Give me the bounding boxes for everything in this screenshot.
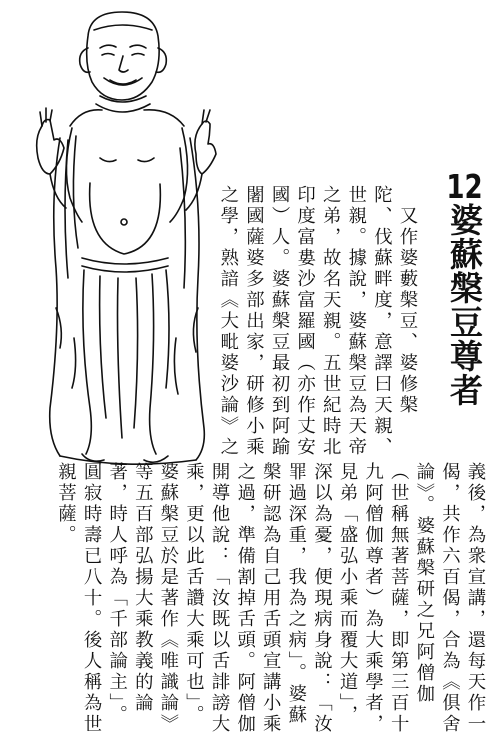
text-column: 槃研認為自己用舌頭宣講小乘 [260,462,282,735]
text-column: 罪過深重，我為之病」。婆蘇 [285,462,307,726]
text-column: 見弟「盛弘小乘而覆大道」， [337,462,359,726]
text-column: 偈，共作六百偈，合為《俱舍 [439,462,461,735]
arhat-title [444,170,484,407]
text-column: 九阿僧伽尊者）為大乘學者， [362,462,384,735]
text-column: （世稱無著菩薩，即第三百十 [388,462,410,735]
text-column: 之過，準備割掉舌頭。阿僧伽 [234,462,256,735]
text-column: 又作婆藪槃豆、婆修槃 [397,185,418,416]
text-column: 乘，更以此舌讚大乘可也」。 [183,462,205,726]
text-column: 之學，熟諳《大毗婆沙論》之 [217,185,239,458]
text-column: 論》。婆蘇槃研之兄阿僧伽 [413,462,435,705]
text-column: 世親。據說，婆蘇槃豆為天帝 [345,185,367,458]
text-column: 開導他說：「汝既以舌誹謗大 [209,462,231,735]
text-column: 深以為憂，便現病身說：「汝 [311,462,333,735]
text-column: 印度富婁沙富羅國（亦作丈安 [294,185,316,458]
text-column: 闍國薩婆多部出家，研修小乘 [243,185,265,458]
text-column: 國）人。婆蘇槃豆最初到阿踰 [269,185,291,458]
text-column: 之弟，故名天親。五世紀時北 [320,185,342,458]
text-column: 義後，為衆宣講，還每天作一 [465,462,486,735]
lower-text-block [53,462,488,735]
text-column: 陀、伐蘇畔度，意譯曰天親、 [371,185,393,458]
text-column: 親菩薩。 [55,462,77,546]
text-column: 著，時人呼為「千部論主」。 [106,462,128,726]
text-column: 等五百部弘揚大乘教義的論 [132,462,154,714]
text-column: 婆蘇槃豆於是著作《唯識論》 [157,462,179,735]
arhat-name: 婆蘇槃豆尊者 [445,203,484,407]
arhat-illustration [20,8,230,468]
text-column: 圓寂時壽已八十。後人稱為世 [81,462,103,735]
arhat-number: 12 [446,170,483,203]
upper-text-block [215,185,420,458]
